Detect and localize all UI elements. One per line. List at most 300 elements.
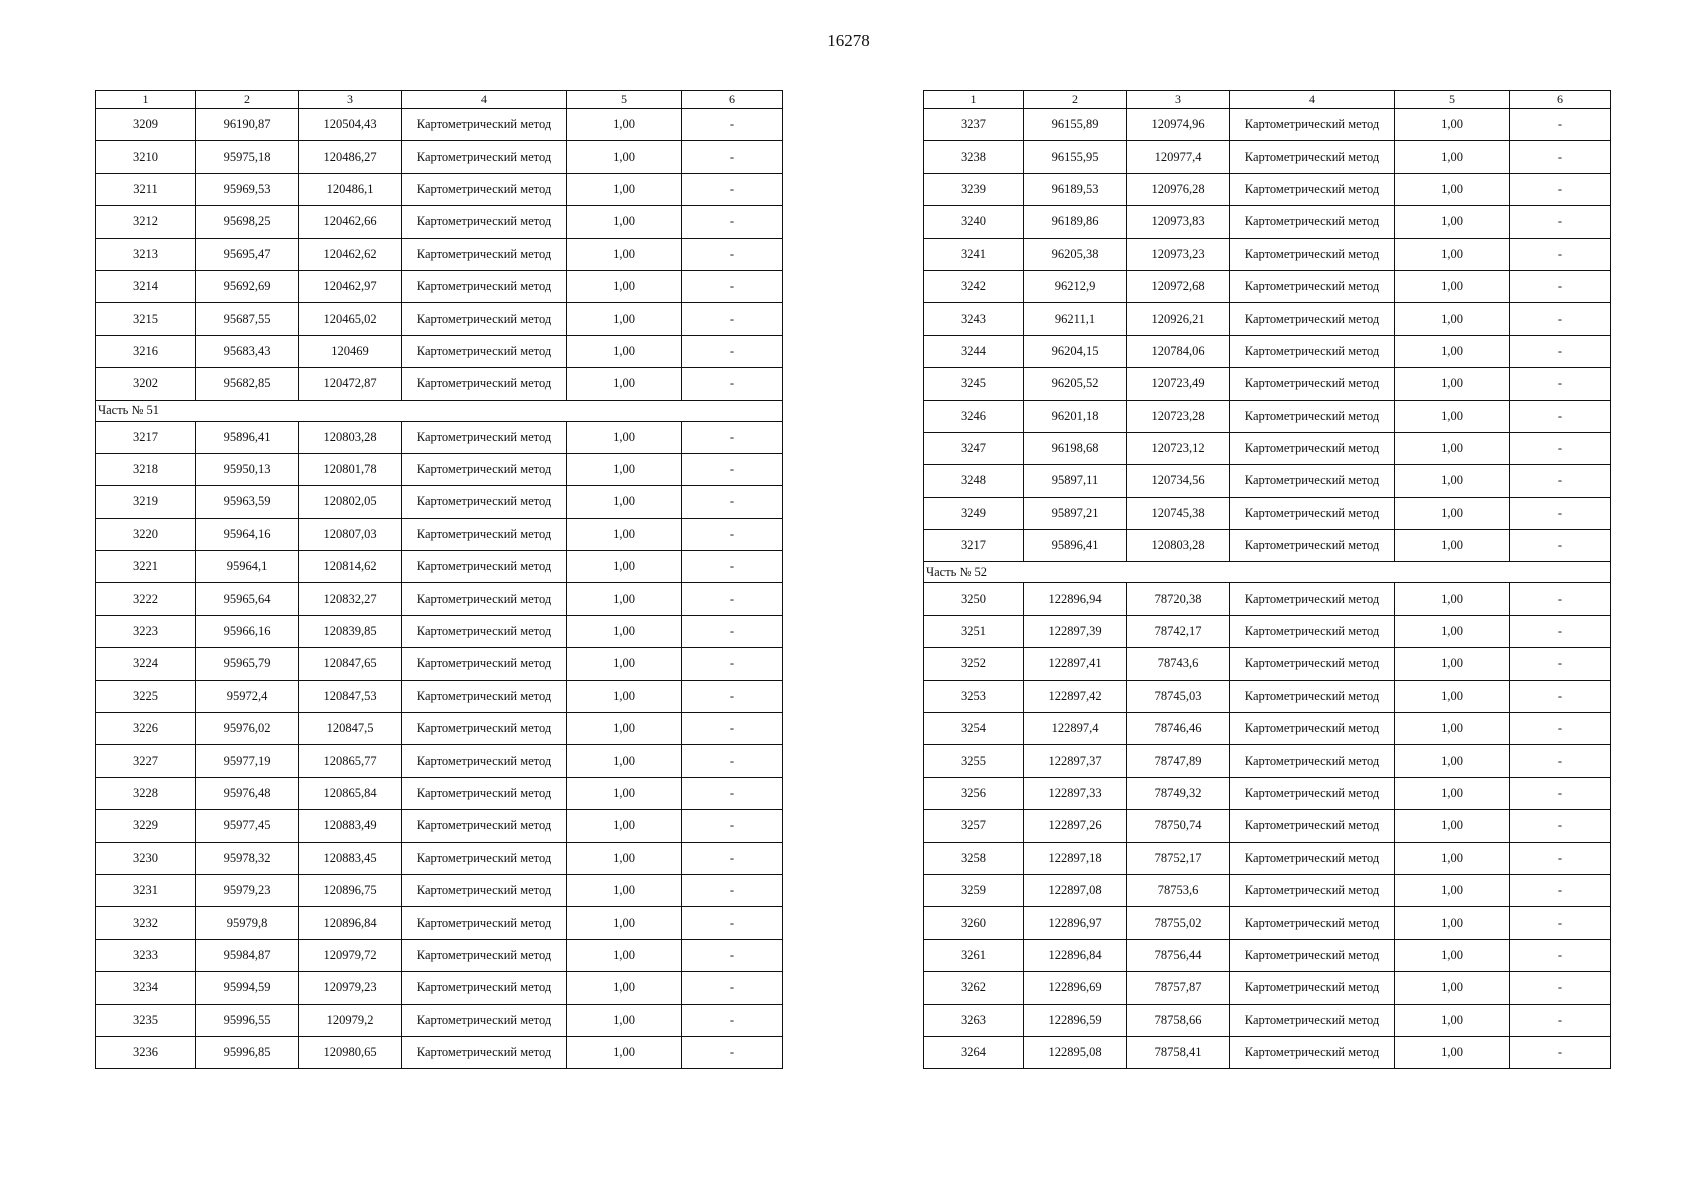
description-cell: -	[682, 141, 783, 173]
method-cell: Картометрический метод	[1230, 842, 1395, 874]
method-cell: Картометрический метод	[1230, 335, 1395, 367]
x-coordinate-cell: 96212,9	[1024, 270, 1127, 302]
x-coordinate-cell: 95977,19	[196, 745, 299, 777]
point-number-cell: 3251	[924, 615, 1024, 647]
method-cell: Картометрический метод	[1230, 530, 1395, 562]
table-row	[924, 270, 1611, 302]
method-cell: Картометрический метод	[1230, 173, 1395, 205]
method-cell: Картометрический метод	[1230, 368, 1395, 400]
y-coordinate-cell: 120847,65	[299, 648, 402, 680]
point-number-cell: 3217	[924, 530, 1024, 562]
point-number-cell: 3233	[96, 939, 196, 971]
point-number-cell: 3213	[96, 238, 196, 270]
accuracy-cell: 1,00	[567, 615, 682, 647]
table-row	[96, 713, 783, 745]
table-row	[96, 842, 783, 874]
y-coordinate-cell: 120462,62	[299, 238, 402, 270]
table-row	[96, 303, 783, 335]
table-row	[924, 939, 1611, 971]
x-coordinate-cell: 95950,13	[196, 453, 299, 485]
x-coordinate-cell: 95964,16	[196, 518, 299, 550]
description-cell: -	[1510, 173, 1611, 205]
method-cell: Картометрический метод	[402, 615, 567, 647]
y-coordinate-cell: 78749,32	[1127, 777, 1230, 809]
description-cell: -	[1510, 206, 1611, 238]
y-coordinate-cell: 120977,4	[1127, 141, 1230, 173]
y-coordinate-cell: 78752,17	[1127, 842, 1230, 874]
y-coordinate-cell: 120462,97	[299, 270, 402, 302]
y-coordinate-cell: 120745,38	[1127, 497, 1230, 529]
point-number-cell: 3253	[924, 680, 1024, 712]
section-header-row	[924, 562, 1611, 583]
x-coordinate-cell: 122897,37	[1024, 745, 1127, 777]
y-coordinate-cell: 120832,27	[299, 583, 402, 615]
y-coordinate-cell: 120803,28	[299, 421, 402, 453]
table-row	[924, 497, 1611, 529]
coordinates-table-left	[95, 90, 783, 1069]
description-cell: -	[1510, 400, 1611, 432]
y-coordinate-cell: 120486,1	[299, 173, 402, 205]
accuracy-cell: 1,00	[1395, 874, 1510, 906]
y-coordinate-cell: 120972,68	[1127, 270, 1230, 302]
accuracy-cell: 1,00	[567, 680, 682, 712]
description-cell: -	[1510, 907, 1611, 939]
point-number-cell: 3228	[96, 777, 196, 809]
x-coordinate-cell: 95994,59	[196, 972, 299, 1004]
column-header: 1	[924, 91, 1024, 109]
point-number-cell: 3248	[924, 465, 1024, 497]
x-coordinate-cell: 95975,18	[196, 141, 299, 173]
description-cell: -	[1510, 465, 1611, 497]
x-coordinate-cell: 95978,32	[196, 842, 299, 874]
description-cell: -	[1510, 530, 1611, 562]
accuracy-cell: 1,00	[1395, 1036, 1510, 1068]
x-coordinate-cell: 96189,53	[1024, 173, 1127, 205]
method-cell: Картометрический метод	[402, 874, 567, 906]
y-coordinate-cell: 120814,62	[299, 551, 402, 583]
point-number-cell: 3219	[96, 486, 196, 518]
description-cell: -	[682, 1004, 783, 1036]
method-cell: Картометрический метод	[1230, 680, 1395, 712]
x-coordinate-cell: 95976,02	[196, 713, 299, 745]
table-row	[924, 335, 1611, 367]
y-coordinate-cell: 120976,28	[1127, 173, 1230, 205]
accuracy-cell: 1,00	[567, 173, 682, 205]
x-coordinate-cell: 96205,52	[1024, 368, 1127, 400]
x-coordinate-cell: 95965,64	[196, 583, 299, 615]
y-coordinate-cell: 120472,87	[299, 368, 402, 400]
description-cell: -	[1510, 335, 1611, 367]
accuracy-cell: 1,00	[1395, 745, 1510, 777]
method-cell: Картометрический метод	[402, 810, 567, 842]
y-coordinate-cell: 120883,49	[299, 810, 402, 842]
point-number-cell: 3226	[96, 713, 196, 745]
method-cell: Картометрический метод	[402, 173, 567, 205]
description-cell: -	[682, 206, 783, 238]
table-row	[924, 109, 1611, 141]
table-row	[924, 238, 1611, 270]
method-cell: Картометрический метод	[402, 551, 567, 583]
description-cell: -	[682, 335, 783, 367]
table-row	[96, 1036, 783, 1068]
table-row	[924, 972, 1611, 1004]
description-cell: -	[1510, 615, 1611, 647]
y-coordinate-cell: 78747,89	[1127, 745, 1230, 777]
table-row	[96, 453, 783, 485]
accuracy-cell: 1,00	[567, 810, 682, 842]
table-row	[924, 777, 1611, 809]
column-header: 6	[682, 91, 783, 109]
point-number-cell: 3238	[924, 141, 1024, 173]
y-coordinate-cell: 120974,96	[1127, 109, 1230, 141]
accuracy-cell: 1,00	[1395, 648, 1510, 680]
y-coordinate-cell: 120504,43	[299, 109, 402, 141]
x-coordinate-cell: 95965,79	[196, 648, 299, 680]
x-coordinate-cell: 95896,41	[1024, 530, 1127, 562]
x-coordinate-cell: 96201,18	[1024, 400, 1127, 432]
method-cell: Картометрический метод	[1230, 1004, 1395, 1036]
point-number-cell: 3236	[96, 1036, 196, 1068]
point-number-cell: 3232	[96, 907, 196, 939]
description-cell: -	[682, 368, 783, 400]
y-coordinate-cell: 120469	[299, 335, 402, 367]
x-coordinate-cell: 95964,1	[196, 551, 299, 583]
accuracy-cell: 1,00	[1395, 206, 1510, 238]
point-number-cell: 3239	[924, 173, 1024, 205]
accuracy-cell: 1,00	[567, 842, 682, 874]
y-coordinate-cell: 120847,5	[299, 713, 402, 745]
point-number-cell: 3261	[924, 939, 1024, 971]
y-coordinate-cell: 120973,83	[1127, 206, 1230, 238]
method-cell: Картометрический метод	[1230, 270, 1395, 302]
y-coordinate-cell: 120979,23	[299, 972, 402, 1004]
x-coordinate-cell: 95977,45	[196, 810, 299, 842]
x-coordinate-cell: 95979,23	[196, 874, 299, 906]
column-header: 2	[1024, 91, 1127, 109]
method-cell: Картометрический метод	[1230, 497, 1395, 529]
method-cell: Картометрический метод	[1230, 777, 1395, 809]
x-coordinate-cell: 95984,87	[196, 939, 299, 971]
table-row	[96, 238, 783, 270]
point-number-cell: 3260	[924, 907, 1024, 939]
coordinates-table-right	[923, 90, 1611, 1069]
x-coordinate-cell: 96205,38	[1024, 238, 1127, 270]
table-row	[96, 777, 783, 809]
accuracy-cell: 1,00	[567, 206, 682, 238]
x-coordinate-cell: 95897,11	[1024, 465, 1127, 497]
y-coordinate-cell: 120926,21	[1127, 303, 1230, 335]
table-row	[924, 400, 1611, 432]
x-coordinate-cell: 122897,18	[1024, 842, 1127, 874]
description-cell: -	[1510, 368, 1611, 400]
description-cell: -	[1510, 939, 1611, 971]
table-row	[924, 907, 1611, 939]
table-row	[96, 648, 783, 680]
table-row	[924, 1036, 1611, 1068]
x-coordinate-cell: 95897,21	[1024, 497, 1127, 529]
point-number-cell: 3212	[96, 206, 196, 238]
description-cell: -	[682, 551, 783, 583]
accuracy-cell: 1,00	[567, 1036, 682, 1068]
method-cell: Картометрический метод	[402, 680, 567, 712]
table-header-row	[924, 91, 1611, 109]
point-number-cell: 3244	[924, 335, 1024, 367]
point-number-cell: 3241	[924, 238, 1024, 270]
table-header-row	[96, 91, 783, 109]
accuracy-cell: 1,00	[1395, 303, 1510, 335]
y-coordinate-cell: 78755,02	[1127, 907, 1230, 939]
x-coordinate-cell: 96204,15	[1024, 335, 1127, 367]
method-cell: Картометрический метод	[402, 777, 567, 809]
point-number-cell: 3227	[96, 745, 196, 777]
column-header: 4	[402, 91, 567, 109]
method-cell: Картометрический метод	[1230, 432, 1395, 464]
y-coordinate-cell: 78758,41	[1127, 1036, 1230, 1068]
point-number-cell: 3202	[96, 368, 196, 400]
point-number-cell: 3234	[96, 972, 196, 1004]
y-coordinate-cell: 78745,03	[1127, 680, 1230, 712]
method-cell: Картометрический метод	[402, 907, 567, 939]
y-coordinate-cell: 78750,74	[1127, 810, 1230, 842]
description-cell: -	[682, 648, 783, 680]
column-header: 1	[96, 91, 196, 109]
y-coordinate-cell: 78757,87	[1127, 972, 1230, 1004]
table-row	[924, 1004, 1611, 1036]
accuracy-cell: 1,00	[1395, 497, 1510, 529]
method-cell: Картометрический метод	[1230, 745, 1395, 777]
point-number-cell: 3214	[96, 270, 196, 302]
method-cell: Картометрический метод	[1230, 810, 1395, 842]
point-number-cell: 3245	[924, 368, 1024, 400]
description-cell: -	[682, 270, 783, 302]
point-number-cell: 3225	[96, 680, 196, 712]
accuracy-cell: 1,00	[567, 939, 682, 971]
column-header: 4	[1230, 91, 1395, 109]
x-coordinate-cell: 122896,84	[1024, 939, 1127, 971]
x-coordinate-cell: 96190,87	[196, 109, 299, 141]
point-number-cell: 3240	[924, 206, 1024, 238]
accuracy-cell: 1,00	[567, 109, 682, 141]
description-cell: -	[1510, 874, 1611, 906]
y-coordinate-cell: 120486,27	[299, 141, 402, 173]
accuracy-cell: 1,00	[567, 713, 682, 745]
accuracy-cell: 1,00	[567, 141, 682, 173]
description-cell: -	[682, 486, 783, 518]
description-cell: -	[682, 810, 783, 842]
accuracy-cell: 1,00	[567, 303, 682, 335]
y-coordinate-cell: 120839,85	[299, 615, 402, 647]
method-cell: Картометрический метод	[402, 303, 567, 335]
column-header: 3	[1127, 91, 1230, 109]
table-row	[96, 745, 783, 777]
x-coordinate-cell: 96155,95	[1024, 141, 1127, 173]
point-number-cell: 3221	[96, 551, 196, 583]
description-cell: -	[1510, 1036, 1611, 1068]
table-row	[924, 648, 1611, 680]
accuracy-cell: 1,00	[1395, 173, 1510, 205]
point-number-cell: 3223	[96, 615, 196, 647]
page-number: 16278	[827, 31, 870, 50]
description-cell: -	[1510, 1004, 1611, 1036]
method-cell: Картометрический метод	[1230, 1036, 1395, 1068]
method-cell: Картометрический метод	[1230, 874, 1395, 906]
x-coordinate-cell: 95963,59	[196, 486, 299, 518]
y-coordinate-cell: 78758,66	[1127, 1004, 1230, 1036]
point-number-cell: 3222	[96, 583, 196, 615]
y-coordinate-cell: 78756,44	[1127, 939, 1230, 971]
method-cell: Картометрический метод	[1230, 141, 1395, 173]
table-row	[96, 551, 783, 583]
accuracy-cell: 1,00	[567, 335, 682, 367]
accuracy-cell: 1,00	[1395, 842, 1510, 874]
table-row	[924, 842, 1611, 874]
table-row	[96, 421, 783, 453]
point-number-cell: 3218	[96, 453, 196, 485]
y-coordinate-cell: 78746,46	[1127, 713, 1230, 745]
method-cell: Картометрический метод	[1230, 400, 1395, 432]
description-cell: -	[682, 745, 783, 777]
accuracy-cell: 1,00	[567, 777, 682, 809]
description-cell: -	[682, 777, 783, 809]
y-coordinate-cell: 120979,2	[299, 1004, 402, 1036]
description-cell: -	[682, 874, 783, 906]
table-row	[96, 615, 783, 647]
method-cell: Картометрический метод	[402, 206, 567, 238]
method-cell: Картометрический метод	[1230, 972, 1395, 1004]
y-coordinate-cell: 120802,05	[299, 486, 402, 518]
accuracy-cell: 1,00	[567, 238, 682, 270]
table-row	[924, 874, 1611, 906]
method-cell: Картометрический метод	[1230, 648, 1395, 680]
point-number-cell: 3263	[924, 1004, 1024, 1036]
method-cell: Картометрический метод	[402, 368, 567, 400]
table-row	[96, 1004, 783, 1036]
accuracy-cell: 1,00	[567, 270, 682, 302]
table-row	[924, 206, 1611, 238]
description-cell: -	[1510, 972, 1611, 1004]
accuracy-cell: 1,00	[567, 583, 682, 615]
method-cell: Картометрический метод	[402, 939, 567, 971]
method-cell: Картометрический метод	[402, 713, 567, 745]
point-number-cell: 3220	[96, 518, 196, 550]
x-coordinate-cell: 95698,25	[196, 206, 299, 238]
method-cell: Картометрический метод	[1230, 465, 1395, 497]
y-coordinate-cell: 120784,06	[1127, 335, 1230, 367]
description-cell: -	[682, 939, 783, 971]
point-number-cell: 3210	[96, 141, 196, 173]
accuracy-cell: 1,00	[567, 648, 682, 680]
column-header: 3	[299, 91, 402, 109]
table-row	[96, 368, 783, 400]
table-row	[924, 583, 1611, 615]
method-cell: Картометрический метод	[1230, 303, 1395, 335]
accuracy-cell: 1,00	[1395, 972, 1510, 1004]
point-number-cell: 3249	[924, 497, 1024, 529]
x-coordinate-cell: 122897,26	[1024, 810, 1127, 842]
method-cell: Картометрический метод	[402, 335, 567, 367]
accuracy-cell: 1,00	[1395, 939, 1510, 971]
method-cell: Картометрический метод	[402, 518, 567, 550]
method-cell: Картометрический метод	[1230, 206, 1395, 238]
x-coordinate-cell: 122895,08	[1024, 1036, 1127, 1068]
accuracy-cell: 1,00	[1395, 615, 1510, 647]
point-number-cell: 3259	[924, 874, 1024, 906]
table-row	[96, 270, 783, 302]
accuracy-cell: 1,00	[567, 874, 682, 906]
y-coordinate-cell: 120465,02	[299, 303, 402, 335]
accuracy-cell: 1,00	[1395, 238, 1510, 270]
point-number-cell: 3230	[96, 842, 196, 874]
description-cell: -	[682, 1036, 783, 1068]
accuracy-cell: 1,00	[1395, 368, 1510, 400]
table-row	[924, 680, 1611, 712]
x-coordinate-cell: 96155,89	[1024, 109, 1127, 141]
y-coordinate-cell: 120847,53	[299, 680, 402, 712]
table-row	[96, 680, 783, 712]
accuracy-cell: 1,00	[567, 1004, 682, 1036]
section-header-row	[96, 400, 783, 421]
point-number-cell: 3229	[96, 810, 196, 842]
method-cell: Картометрический метод	[402, 421, 567, 453]
table-row	[96, 486, 783, 518]
method-cell: Картометрический метод	[402, 486, 567, 518]
table-row	[96, 583, 783, 615]
description-cell: -	[1510, 842, 1611, 874]
x-coordinate-cell: 122897,39	[1024, 615, 1127, 647]
table-row	[96, 972, 783, 1004]
table-row	[924, 745, 1611, 777]
method-cell: Картометрический метод	[1230, 713, 1395, 745]
point-number-cell: 3235	[96, 1004, 196, 1036]
table-row	[96, 206, 783, 238]
point-number-cell: 3254	[924, 713, 1024, 745]
table-row	[96, 109, 783, 141]
method-cell: Картометрический метод	[1230, 615, 1395, 647]
y-coordinate-cell: 120723,28	[1127, 400, 1230, 432]
accuracy-cell: 1,00	[1395, 109, 1510, 141]
method-cell: Картометрический метод	[402, 1036, 567, 1068]
point-number-cell: 3216	[96, 335, 196, 367]
table-row	[96, 141, 783, 173]
accuracy-cell: 1,00	[1395, 777, 1510, 809]
table-row	[96, 173, 783, 205]
accuracy-cell: 1,00	[567, 745, 682, 777]
method-cell: Картометрический метод	[402, 648, 567, 680]
accuracy-cell: 1,00	[1395, 680, 1510, 712]
method-cell: Картометрический метод	[402, 109, 567, 141]
table-row	[924, 368, 1611, 400]
point-number-cell: 3250	[924, 583, 1024, 615]
x-coordinate-cell: 95695,47	[196, 238, 299, 270]
point-number-cell: 3237	[924, 109, 1024, 141]
x-coordinate-cell: 95966,16	[196, 615, 299, 647]
description-cell: -	[1510, 745, 1611, 777]
point-number-cell: 3243	[924, 303, 1024, 335]
description-cell: -	[1510, 583, 1611, 615]
description-cell: -	[682, 303, 783, 335]
description-cell: -	[682, 972, 783, 1004]
description-cell: -	[682, 615, 783, 647]
description-cell: -	[682, 453, 783, 485]
x-coordinate-cell: 122896,97	[1024, 907, 1127, 939]
description-cell: -	[1510, 713, 1611, 745]
x-coordinate-cell: 95683,43	[196, 335, 299, 367]
y-coordinate-cell: 120801,78	[299, 453, 402, 485]
y-coordinate-cell: 78742,17	[1127, 615, 1230, 647]
method-cell: Картометрический метод	[1230, 238, 1395, 270]
table-row	[96, 810, 783, 842]
table-row	[924, 303, 1611, 335]
